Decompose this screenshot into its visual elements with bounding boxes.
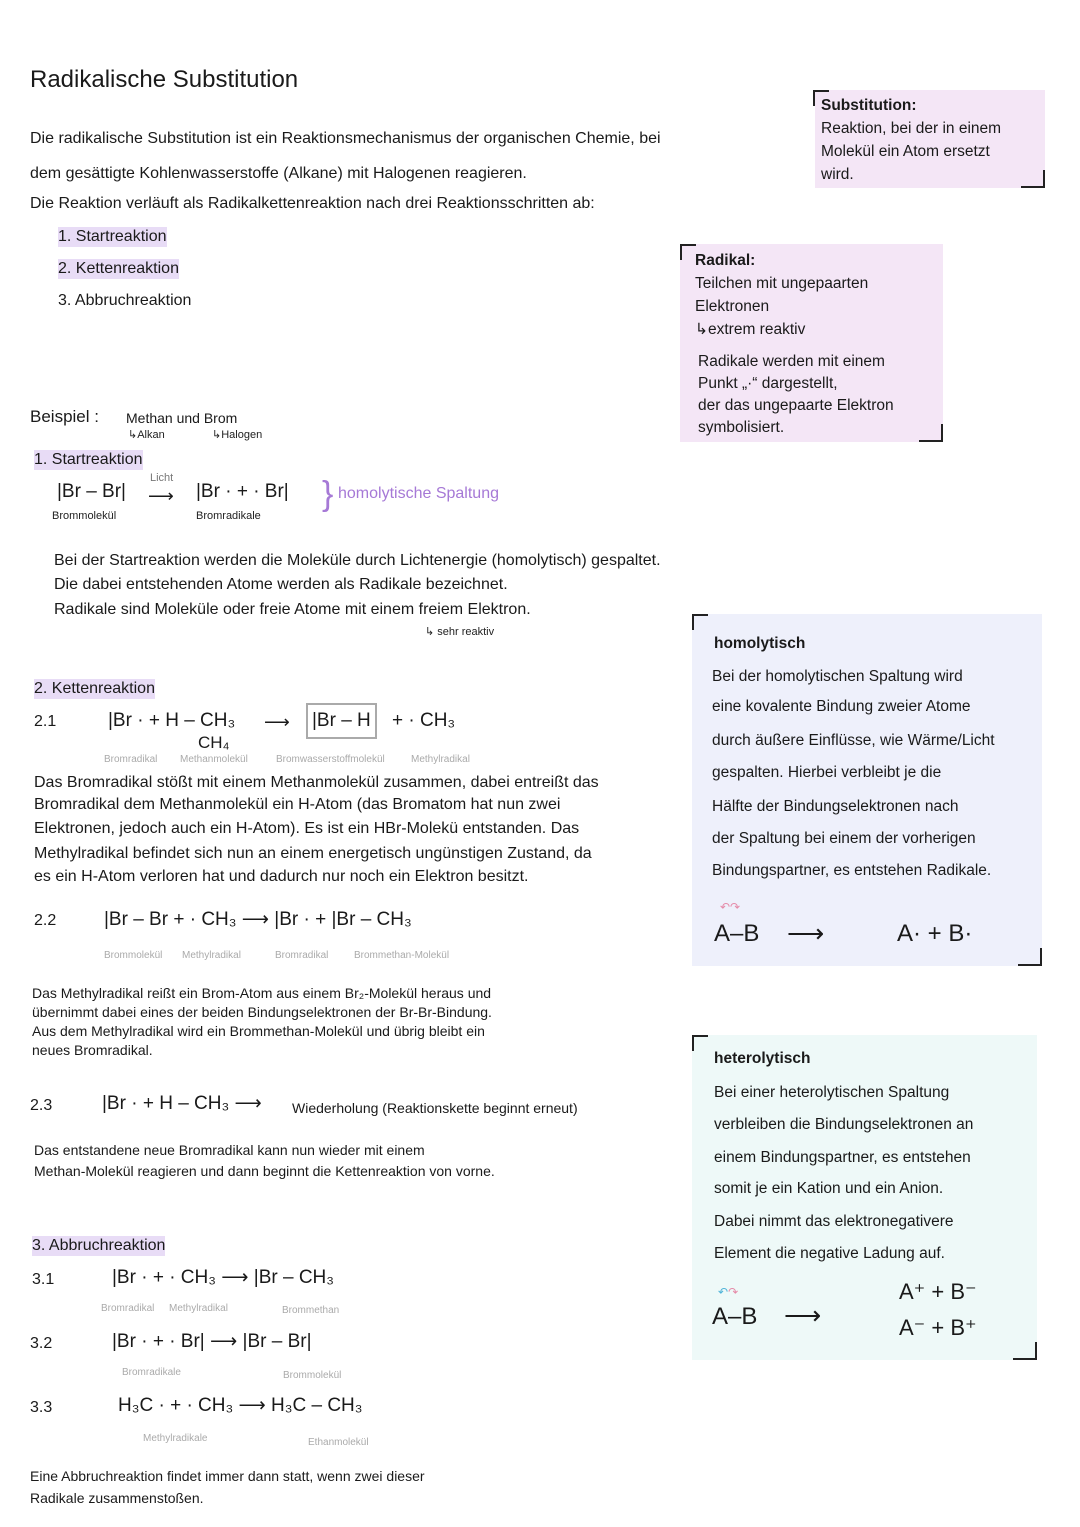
corner-mark bbox=[1018, 948, 1042, 966]
corner-mark bbox=[919, 424, 943, 442]
box-line: Radikale werden mit einem bbox=[698, 353, 885, 370]
box-line: Hälfte der Bindungselektronen nach bbox=[712, 798, 959, 815]
example-text: Methan und Brom bbox=[126, 410, 238, 426]
species-label: Methylradikal bbox=[182, 950, 241, 961]
box-title: Substitution: bbox=[821, 97, 917, 114]
example-label: Beispiel : bbox=[30, 407, 99, 426]
paragraph-line: Aus dem Methylradikal wird ein Brommethan-Molekül und übrig bleibt ein bbox=[32, 1023, 485, 1039]
species-label: Methanmolekül bbox=[180, 754, 248, 765]
step-item: 3. Abbruchreaktion bbox=[58, 292, 192, 309]
substitution-definition-box bbox=[815, 90, 1045, 188]
arrow-label: Licht bbox=[150, 472, 174, 484]
box-line: somit je ein Kation und ein Anion. bbox=[714, 1180, 944, 1197]
species-label: Brommolekül bbox=[283, 1370, 342, 1381]
species-label: Brommethan-Molekül bbox=[354, 950, 450, 961]
sub-note: ↳ sehr reaktiv bbox=[425, 626, 495, 638]
species-label: Brommolekül bbox=[52, 510, 117, 522]
box-line: Molekül ein Atom ersetzt bbox=[821, 143, 990, 160]
species-label: Brommolekül bbox=[104, 950, 163, 961]
reaction-number: 3.2 bbox=[30, 1335, 53, 1352]
equation: |Br · + H – CH₃ ⟶ bbox=[102, 1093, 262, 1114]
box-line: gespalten. Hierbei verbleibt je die bbox=[712, 764, 942, 781]
equation: A–B bbox=[712, 1303, 758, 1330]
paragraph-line: Die dabei entstehenden Atome werden als Radikale bezeichnet. bbox=[54, 576, 508, 593]
box-line: verbleiben die Bindungselektronen an bbox=[714, 1116, 974, 1133]
equation-note: Wiederholung (Reaktionskette beginnt erneut) bbox=[292, 1100, 578, 1116]
box-line: einem Bindungspartner, es entstehen bbox=[714, 1149, 971, 1166]
corner-mark bbox=[692, 614, 708, 630]
radikal-definition-box bbox=[680, 244, 943, 442]
species-label: Methylradikal bbox=[169, 1303, 228, 1314]
species-label: Brommethan bbox=[282, 1305, 340, 1316]
formula: CH₄ bbox=[198, 733, 230, 752]
electron-arrows-icon: ↶↷ bbox=[720, 900, 741, 914]
equation: |Br – Br + · CH₃ ⟶ |Br · + |Br – CH₃ bbox=[104, 909, 412, 930]
equation: |Br – Br| bbox=[57, 481, 126, 502]
page-title: Radikalische Substitution bbox=[30, 66, 299, 93]
equation: H₃C · + · CH₃ ⟶ H₃C – CH₃ bbox=[118, 1395, 363, 1416]
box-title: Radikal: bbox=[695, 252, 756, 269]
example-sub: ↳Alkan bbox=[128, 429, 165, 441]
species-label: Ethanmolekül bbox=[308, 1437, 369, 1448]
intro-line: Die radikalische Substitution ist ein Reaktionsmechanismus der organischen Chemie, bei bbox=[30, 130, 661, 147]
box-line: eine kovalente Bindung zweier Atome bbox=[712, 698, 971, 715]
paragraph-line: Elektronen, jedoch auch ein H-Atom). Es ist ein HBr-Molekü entstanden. Das bbox=[34, 820, 580, 837]
corner-mark bbox=[692, 1035, 708, 1051]
box-line: wird. bbox=[821, 166, 854, 183]
section-heading: 3. Abbruchreaktion bbox=[32, 1237, 166, 1254]
heterolytisch-box bbox=[692, 1035, 1037, 1360]
box-line: Reaktion, bei der in einem bbox=[821, 120, 1002, 137]
reaction-arrow-icon: ⟶ bbox=[784, 1300, 822, 1330]
boxed-product: |Br – H bbox=[306, 703, 377, 739]
paragraph-line: Bromradikal dem Methanmolekül ein H-Atom (das Bromatom hat nun zwei bbox=[34, 796, 561, 813]
species-label: Methylradikal bbox=[411, 754, 470, 765]
reaction-arrow-icon: ⟶ bbox=[264, 712, 290, 732]
paragraph-line: Das Bromradikal stößt mit einem Methanmolekül zusammen, dabei entreißt das bbox=[34, 774, 599, 791]
intro-line: dem gesättigte Kohlenwasserstoffe (Alkane) mit Halogenen reagieren. bbox=[30, 165, 527, 182]
species-label: Bromwasserstoffmolekül bbox=[276, 754, 385, 765]
section-heading: 1. Startreaktion bbox=[34, 451, 143, 468]
box-line: Dabei nimmt das elektronegativere bbox=[714, 1213, 954, 1230]
species-label: Bromradikal bbox=[104, 754, 158, 765]
equation: |Br · + · Br| ⟶ |Br – Br| bbox=[112, 1331, 312, 1352]
paragraph-line: Bei der Startreaktion werden die Moleküle durch Lichtenergie (homolytisch) gespaltet. bbox=[54, 552, 661, 569]
electron-arrows-icon: ↶↷ bbox=[718, 1285, 739, 1299]
corner-mark bbox=[680, 244, 696, 260]
reaction-number: 2.2 bbox=[34, 912, 57, 929]
corner-mark bbox=[1021, 170, 1045, 188]
step-item: 1. Startreaktion bbox=[58, 228, 167, 245]
box-line: der Spaltung bei einem der vorherigen bbox=[712, 830, 976, 847]
paragraph-line: neues Bromradikal. bbox=[32, 1042, 153, 1058]
paragraph-line: Das Methylradikal reißt ein Brom-Atom aus einem Br₂-Molekül heraus und bbox=[32, 985, 492, 1001]
box-line: Bei einer heterolytischen Spaltung bbox=[714, 1084, 950, 1101]
box-line: Punkt „·“ dargestellt, bbox=[698, 375, 838, 392]
reaction-number: 2.3 bbox=[30, 1097, 53, 1114]
equation: A–B bbox=[714, 920, 760, 947]
equation: + · CH₃ bbox=[392, 710, 456, 731]
paragraph-line: Methan-Molekül reagieren und dann beginnt die Kettenreaktion von vorne. bbox=[34, 1163, 495, 1179]
species-label: Bromradikal bbox=[275, 950, 329, 961]
homolytisch-box bbox=[692, 614, 1042, 966]
example-sub: ↳Halogen bbox=[212, 429, 263, 441]
box-line: Teilchen mit ungepaarten bbox=[695, 275, 869, 292]
paragraph-line: es ein H-Atom verloren hat und dadurch nur noch ein Elektron besitzt. bbox=[34, 868, 529, 885]
box-line: der das ungepaarte Elektron bbox=[698, 397, 894, 414]
equation: A· + B· bbox=[897, 920, 973, 947]
box-line: Elektronen bbox=[695, 298, 770, 315]
species-label: Methylradikale bbox=[143, 1433, 208, 1444]
corner-mark bbox=[1013, 1342, 1037, 1360]
species-label: Bromradikale bbox=[196, 510, 261, 522]
brace-icon: } bbox=[322, 475, 334, 513]
species-label: Bromradikal bbox=[101, 1303, 155, 1314]
paragraph-line: Das entstandene neue Bromradikal kann nun wieder mit einem bbox=[34, 1142, 425, 1158]
equation: |Br · + · CH₃ ⟶ |Br – CH₃ bbox=[112, 1267, 335, 1288]
equation: A⁺ + B⁻ bbox=[899, 1279, 977, 1304]
reaction-arrow-icon: ⟶ bbox=[148, 486, 174, 506]
paragraph-line: Radikale zusammenstoßen. bbox=[30, 1490, 204, 1506]
paragraph-line: Radikale sind Moleküle oder freie Atome mit einem freiem Elektron. bbox=[54, 601, 531, 618]
note: homolytische Spaltung bbox=[338, 485, 499, 502]
box-line: Bindungspartner, es entstehen Radikale. bbox=[712, 862, 992, 879]
box-title: homolytisch bbox=[714, 635, 806, 652]
reaction-number: 3.1 bbox=[32, 1271, 55, 1288]
box-line: Bei der homolytischen Spaltung wird bbox=[712, 668, 963, 685]
section-heading: 2. Kettenreaktion bbox=[34, 680, 155, 697]
box-line: ↳extrem reaktiv bbox=[695, 321, 806, 338]
paragraph-line: übernimmt dabei eines der beiden Bindungselektronen der Br-Br-Bindung. bbox=[32, 1004, 492, 1020]
intro-line: Die Reaktion verläuft als Radikalkettenreaktion nach drei Reaktionsschritten ab: bbox=[30, 195, 595, 212]
paragraph-line: Methylradikal befindet sich nun an einem energetisch ungünstigen Zustand, da bbox=[34, 845, 592, 862]
box-line: symbolisiert. bbox=[698, 419, 785, 436]
reaction-number: 3.3 bbox=[30, 1399, 53, 1416]
equation: |Br · + · Br| bbox=[196, 481, 289, 502]
paragraph-line: Eine Abbruchreaktion findet immer dann statt, wenn zwei dieser bbox=[30, 1468, 425, 1484]
box-line: Element die negative Ladung auf. bbox=[714, 1245, 945, 1262]
equation: A⁻ + B⁺ bbox=[899, 1315, 977, 1340]
box-line: durch äußere Einflüsse, wie Wärme/Licht bbox=[712, 732, 995, 749]
box-title: heterolytisch bbox=[714, 1050, 811, 1067]
reaction-number: 2.1 bbox=[34, 713, 57, 730]
species-label: Bromradikale bbox=[122, 1367, 181, 1378]
reaction-arrow-icon: ⟶ bbox=[787, 918, 825, 948]
step-item: 2. Kettenreaktion bbox=[58, 260, 179, 277]
equation: |Br · + H – CH₃ bbox=[108, 710, 236, 731]
